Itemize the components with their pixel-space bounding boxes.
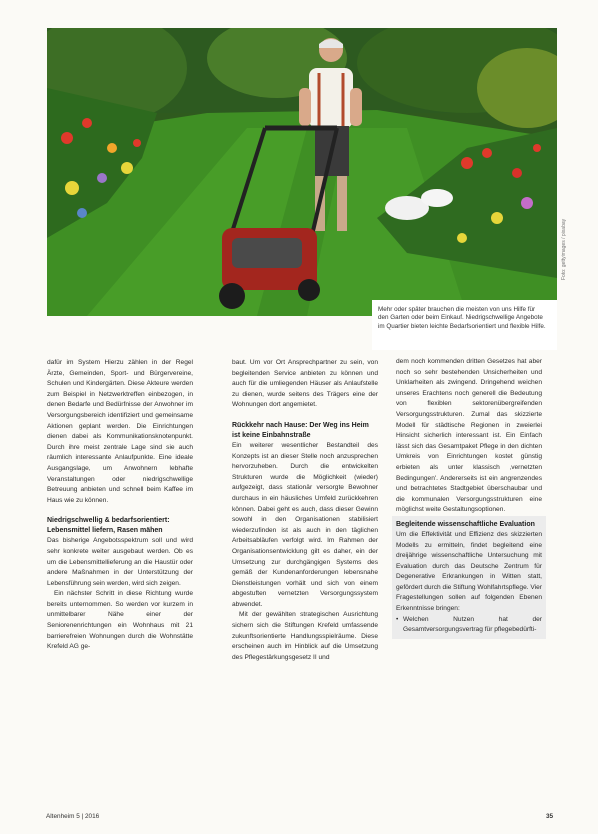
flower: [121, 162, 133, 174]
flower: [97, 173, 107, 183]
man-shirt: [309, 68, 353, 128]
man-arm: [299, 88, 311, 126]
flower: [133, 139, 141, 147]
mower-wheel: [219, 283, 245, 309]
mower-engine: [232, 238, 302, 268]
section-heading: Begleitende wissenschaftliche Evaluation: [396, 520, 535, 528]
section-heading: Rückkehr nach Hause: Der Weg ins Heim ist keine Einbahnstraße: [232, 421, 369, 439]
list-item: • Welchen Nutzen hat der Gesamtversorgungsvertrag für pflegebedürfti-: [396, 615, 542, 636]
paragraph: Mit der gewählten strategischen Ausrichtung sichern sich die Stiftungen Krefeld umfassende zukunftsorientierte Handlungsspielräume. Diese erscheinen auch im Hinblick auf die Umsetzung des Pflegestärkungsgesetz II und: [232, 611, 378, 661]
article-column-1: [47, 358, 193, 653]
flower: [61, 132, 73, 144]
paragraph: baut. Um vor Ort Ansprechpartner zu sein, von begleitenden Service anbieten zu können und auch für die umliegenden Häuser als Anlaufstelle zu dienen, wurde seitens des Trägers eine der Wohnungen dort angemietet.: [232, 359, 378, 409]
evaluation-box: [392, 516, 546, 639]
flower: [82, 118, 92, 128]
flower: [77, 208, 87, 218]
section-heading: Niedrigschwellig & bedarfsorientiert: Lebensmittel liefern, Rasen mähen: [47, 517, 170, 535]
paragraph: Um die Effektivität und Effizienz des skizzierten Modells zu ermitteln, findet begleitend eine dreijährige wissenschaftliche Untersuchung mit Evaluation durch das Deutsche Zentrum für Degenerative Erkrankungen in Witten statt, gefördert durch die Stiftung Wohlfahrtspflege. Vier Fragestellungen sollen auf folgenden Ebenen Erkenntnisse bringen:: [396, 530, 543, 613]
photo-credit: Foto: gettyimages / pixabay: [561, 218, 567, 280]
flower: [491, 212, 503, 224]
flower: [461, 157, 473, 169]
flower: [482, 148, 492, 158]
man-leg: [337, 176, 347, 231]
paragraph: Ein nächster Schritt in diese Richtung wurde bereits unternommen. So werden vor kurzem in unmittelbarer Nähe einer der Seniorenenrichtungen ein Wohnhaus mit 21 barrierefreien Wohnungen durch die Wohnstätte Krefeld AG ge-: [47, 590, 193, 651]
question-list: [396, 615, 542, 636]
footer-publication: Altenheim 5 | 2016: [46, 813, 100, 820]
page-number: 35: [546, 813, 554, 820]
photo-caption: Mehr oder später brauchen die meisten von uns Hilfe für den Garten oder beim Einkauf. Niedrigschwellige Angebote im Quartier bieten leichte Bedarfsorientiert und flexible Hilfe.: [372, 300, 557, 350]
mower-wheel: [298, 279, 320, 301]
paragraph: dafür im System Hierzu zählen in der Regel Ärzte, Gemeinden, Sport- und Bürgervereine, Schulen und Kindergärten. Diese Akteure werden zum Beispiel in Netzwerktreffen einbezogen, in denen Bedarfe und Bedürfnisse der Anwohner im Versorgungsbereich identifiziert und gemeinsame Aktionen geplant werden. Die Einrichtungen dienen dabei als Kommunikationsknotenpunkt. Durch ihre meist zentrale Lage sind sie auch räumlich interessante Anlaufpunkte. Eine ideale Ausgangslage, um Anwohnern lebhafte Veranstaltungen oder niedrigschwellige Betreuung anbieten und schnell beim Kaffee im Haus wie zu können.: [47, 359, 193, 504]
flower: [521, 197, 533, 209]
flower: [512, 168, 522, 178]
paragraph: Das bisherige Angebotsspektrum soll und wird sehr konkrete weiter ausgebaut werden. Ob es um die Lebensmittellieferung an die Haustür oder andere Maßnahmen in der Unterstützung der Lebensführung sein werden, wird sich zeigen.: [47, 537, 193, 587]
article-column-3: [396, 357, 542, 639]
flower: [65, 181, 79, 195]
white-flowers: [421, 189, 453, 207]
flower: [533, 144, 541, 152]
flower: [107, 143, 117, 153]
flower: [457, 233, 467, 243]
garden-illustration: [47, 28, 557, 316]
article-column-2: [232, 358, 378, 663]
man-arm: [350, 88, 362, 126]
paragraph: dem noch kommenden dritten Gesetzes hat aber noch so sehr bestehenden Unsicherheiten und Unklarheiten als zwingend. Dringehend weichen unseres Erachtens noch generell die Bedeutung von flexiblen sektorenübergreifenden Versorgungsstrukturen. Zumal das skizzierte Modell für städtische Regionen in zweierlei Hinsicht sicherlich interessant ist. Ein Einfach lässt sich das Gesamtpaket Pflege in den dichten Umkreis von Einrichtungen kostet günstig erbieten als unter klassisch ‚vernetzten Bedingungen'. Andererseits ist ein angrenzendes und betrachtetes Stadtgebiet überschaubar und die kommunalen Versorgungsstrukturen eine möglichst weite Gestaltungsoptionen.: [396, 358, 542, 514]
garden-photo: [47, 28, 557, 316]
paragraph: Ein weiterer wesentlicher Bestandteil des Konzepts ist an dieser Stelle noch anzusprechen hervorzuheben. Durch die entwickelten Strukturen wurde die Möglichkeit (wieder) aufgezeigt, dass stationär versorgte Bewohner durchaus in ein häusliches Umfeld zurückkehren können. Dabei geht es auch, dass dieser Gewinn sowohl in den Organisationen stabilisiert wiederzufinden ist als auch in den täglichen Arbeitsabläufen verfolgt wird. Im Rahmen der Organisationsentwicklung gilt es daher, ein der Umsetzung zur durchgängigen Systems des gemäß der Kundenanforderungen lebensnahe Dienstleistungen vorhält und sich von einem abgestuften vernetzten Versorgungssystem abwendet.: [232, 441, 378, 608]
